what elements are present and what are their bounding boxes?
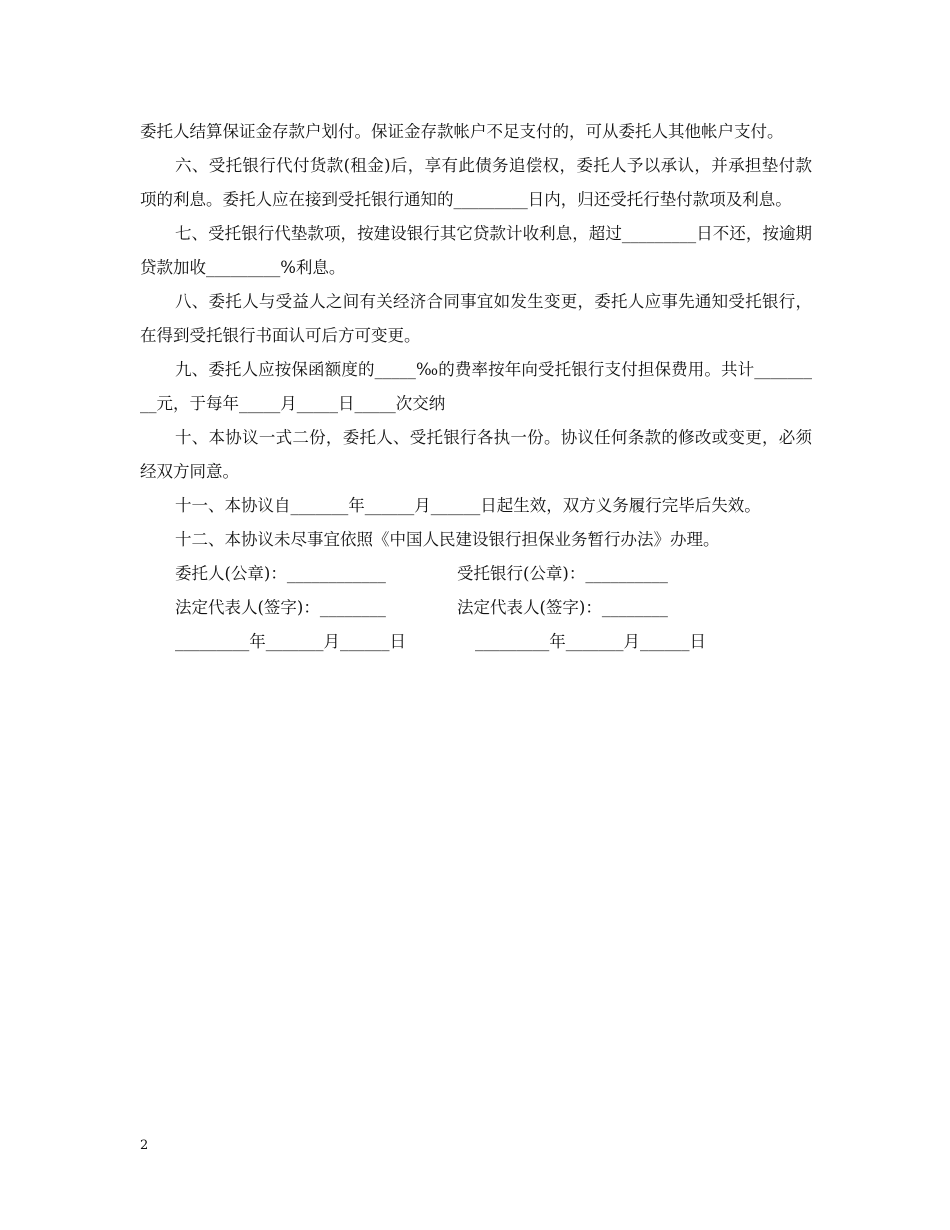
client-seal-field: 委托人(公章)：____________: [175, 564, 386, 583]
bank-seal-field: 受托银行(公章)：__________: [457, 564, 668, 583]
clause-10: 十、本协议一式二份，委托人、受托银行各执一份。协议任何条款的修改或变更，必须经双方同意。: [140, 428, 812, 481]
client-representative-field: 法定代表人(签字)：________: [175, 598, 386, 617]
client-date-field: _________年_______月______日: [175, 632, 406, 651]
bank-date-field: _________年_______月______日: [475, 632, 706, 651]
clause-9: 九、委托人应按保函额度的_____‰的费率按年向受托银行支付担保费用。共计_________元，于每年_____月_____日_____次交纳: [140, 360, 812, 413]
paragraph-continuation: 委托人结算保证金存款户划付。保证金存款帐户不足支付的，可从委托人其他帐户支付。: [140, 122, 784, 141]
clause-8: 八、委托人与受益人之间有关经济合同事宜如发生变更，委托人应事先通知受托银行，在得到受托银行书面认可后方可变更。: [140, 292, 812, 345]
signature-seal-row: [140, 557, 812, 591]
signature-representative-row: [140, 591, 812, 625]
bank-representative-field: 法定代表人(签字)：________: [457, 598, 668, 617]
document-body: [140, 115, 812, 659]
clause-6: 六、受托银行代付货款(租金)后，享有此债务追偿权，委托人予以承认，并承担垫付款项的利息。委托人应在接到受托银行通知的_________日内，归还受托行垫付款项及利息。: [140, 156, 812, 209]
page-number: 2: [140, 1138, 149, 1153]
signature-date-row: [140, 625, 812, 659]
clause-7: 七、受托银行代垫款项，按建设银行其它贷款计收利息，超过_________日不还，按逾期贷款加收_________%利息。: [140, 224, 812, 277]
clause-11: 十一、本协议自_______年______月______日起生效，双方义务履行完毕后失效。: [175, 496, 761, 515]
clause-12: 十二、本协议未尽事宜依照《中国人民建设银行担保业务暂行办法》办理。: [175, 530, 720, 549]
